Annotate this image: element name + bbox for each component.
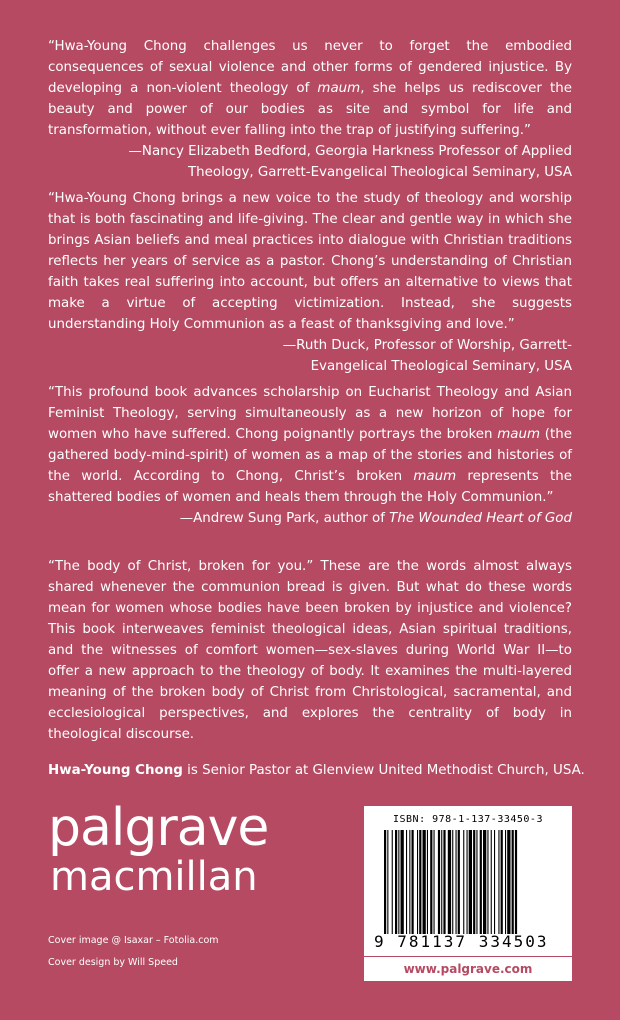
endorsement-quote-2 [48,188,572,377]
cover-credits [48,930,219,974]
quote-attribution [48,141,572,183]
author-bio [48,760,588,781]
attribution-line: Theology, Garrett-Evangelical Theological Seminary, USA [187,165,572,180]
isbn-label: ISBN: 978-1-137-33450-3 [393,814,543,825]
book-title: The Wounded Heart of God [389,511,572,526]
barcode [364,806,572,956]
book-description [48,556,572,745]
barcode-digits: 9 781137 334503 [374,932,549,951]
author-bio-text: is Senior Pastor at Glenview United Methodist Church, USA. [182,763,585,778]
quote-text: “This profound book advances scholarship on Eucharist Theology and Asian Feminist Theology, serving simultaneously as a new horizon of hope for women who have suffered. Chong poignantly portrays the broken maum (the gathered body-mind-spirit) of women as a map of the stories and histories of the world. According to Chong, Christ’s broken maum represents the shattered bodies of women and heals them through the Holy Communion.” [48,385,572,505]
cover-design-credit: Cover design by Will Speed [48,957,178,968]
quote-text: “Hwa-Young Chong challenges us never to forget the embodied consequences of sexual violence and other forms of gendered injustice. By developing a non-violent theology of maum, she helps us rediscover the beauty and power of our bodies as site and symbol for life and transformation, without ever falling into the trap of justifying suffering.” [48,39,572,138]
endorsement-quote-3 [48,382,572,529]
attribution-line: —Nancy Elizabeth Bedford, Georgia Harkness Professor of Applied [128,144,572,159]
attribution-line: —Andrew Sung Park, author of The Wounded Heart of God [179,511,572,526]
endorsement-quote-1 [48,36,572,183]
author-name: Hwa-Young Chong [48,763,183,778]
cover-image-credit: Cover image @ Isaxar – Fotolia.com [48,935,219,946]
attribution-line: —Ruth Duck, Professor of Worship, Garrett- [282,338,572,353]
quote-text: “Hwa-Young Chong brings a new voice to the study of theology and worship that is both fascinating and life-giving. The clear and gentle way in which she brings Asian beliefs and meal practices into dialogue with Christian traditions reflects her years of service as a pastor. Chong’s understanding of Christian faith takes real suffering into account, but offers an alternative to views that make a virtue of accepting victimization. Instead, she suggests understanding Holy Communion as a feast of thanksgiving and love.” [48,191,572,332]
publisher-website: www.palgrave.com [364,956,572,981]
barcode-bars [384,830,560,934]
description-text: “The body of Christ, broken for you.” These are the words almost always shared whenever the communion bread is given. But what do these words mean for women whose bodies have been broken by injustice and violence? This book interweaves feminist theological ideas, Asian spiritual traditions, and the witnesses of comfort women—sex-slaves during World War II—to offer a new approach to the theology of body. It examines the multi-layered meaning of the broken body of Christ from Christological, sacramental, and ecclesiological perspectives, and explores the centrality of body in theological discourse. [48,559,572,742]
quote-attribution [48,508,572,529]
publisher-name-line1: palgrave [48,798,269,858]
quote-attribution [48,335,572,377]
publisher-logo [48,800,268,898]
publisher-name-line2: macmillan [50,854,258,900]
attribution-line: Evangelical Theological Seminary, USA [310,359,572,374]
